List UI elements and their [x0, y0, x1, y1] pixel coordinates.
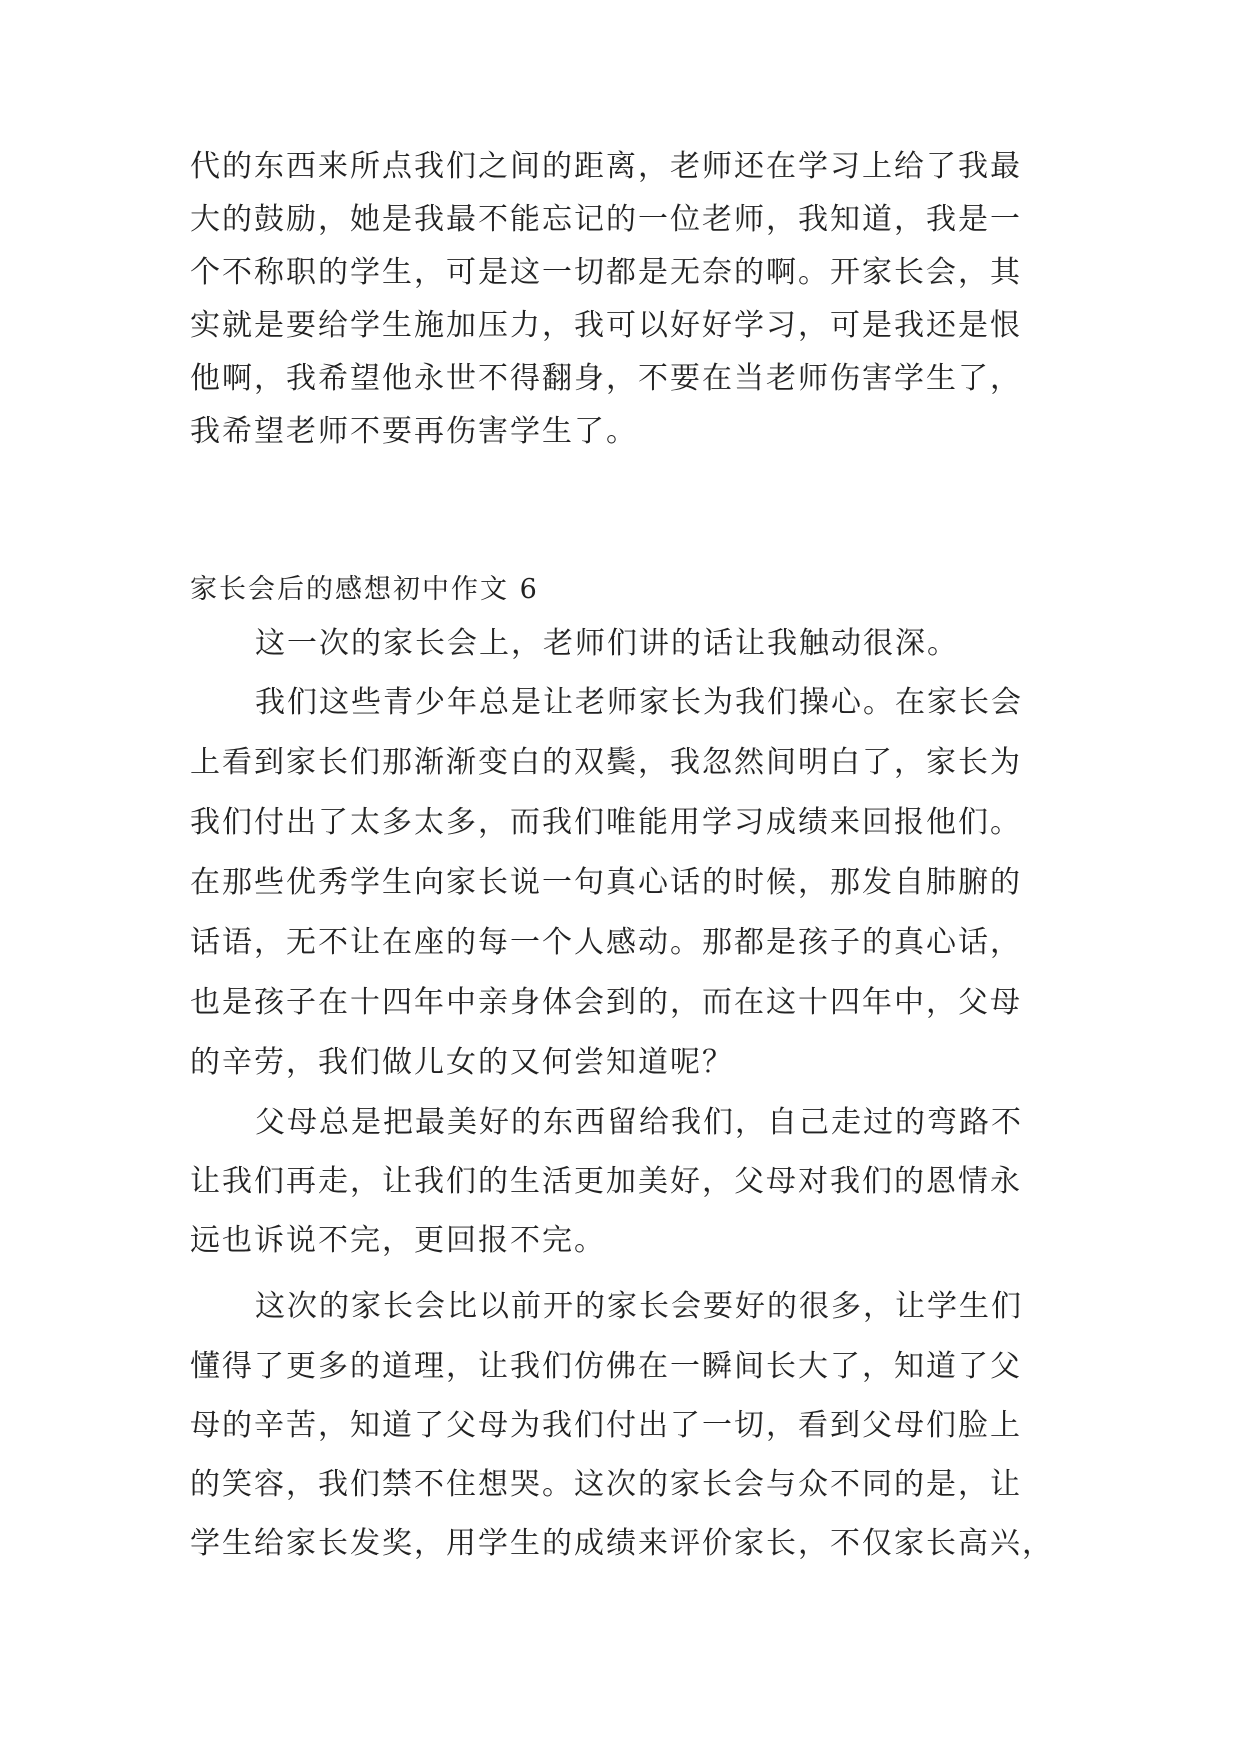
- text-line: 的笑容，我们禁不住想哭。这次的家长会与众不同的是，让: [190, 1467, 1022, 1502]
- text-line: 大的鼓励，她是我最不能忘记的一位老师，我知道，我是一: [190, 202, 1022, 237]
- text-line: 母的辛苦，知道了父母为我们付出了一切，看到父母们脸上: [190, 1408, 1022, 1443]
- text-line: 远也诉说不完，更回报不完。: [190, 1223, 606, 1258]
- text-line: 也是孩子在十四年中亲身体会到的，而在这十四年中，父母: [190, 985, 1022, 1020]
- text-line: 我希望老师不要再伤害学生了。: [190, 414, 638, 449]
- section-title: 家长会后的感想初中作文 6: [190, 574, 539, 605]
- text-line: 代的东西来所点我们之间的距离，老师还在学习上给了我最: [190, 149, 1022, 184]
- text-line: 实就是要给学生施加压力，我可以好好学习，可是我还是恨: [190, 308, 1022, 343]
- paragraph-first-line: 这一次的家长会上，老师们讲的话让我触动很深。: [255, 626, 959, 661]
- text-line: 话语，无不让在座的每一个人感动。那都是孩子的真心话，: [190, 925, 1022, 960]
- paragraph-first-line: 这次的家长会比以前开的家长会要好的很多，让学生们: [255, 1289, 1023, 1324]
- text-line: 个不称职的学生，可是这一切都是无奈的啊。开家长会，其: [190, 255, 1022, 290]
- text-line: 懂得了更多的道理，让我们仿佛在一瞬间长大了，知道了父: [190, 1349, 1022, 1384]
- text-line: 让我们再走，让我们的生活更加美好，父母对我们的恩情永: [190, 1164, 1022, 1199]
- text-line: 学生给家长发奖，用学生的成绩来评价家长，不仅家长高兴，: [190, 1526, 1054, 1561]
- text-line: 我们付出了太多太多，而我们唯能用学习成绩来回报他们。: [190, 805, 1022, 840]
- text-line: 在那些优秀学生向家长说一句真心话的时候，那发自肺腑的: [190, 865, 1022, 900]
- text-line: 他啊，我希望他永世不得翻身，不要在当老师伤害学生了，: [190, 361, 1022, 396]
- text-line: 的辛劳，我们做儿女的又何尝知道呢？: [190, 1045, 734, 1080]
- text-line: 上看到家长们那渐渐变白的双鬓，我忽然间明白了，家长为: [190, 745, 1022, 780]
- paragraph-first-line: 我们这些青少年总是让老师家长为我们操心。在家长会: [255, 685, 1023, 720]
- paragraph-first-line: 父母总是把最美好的东西留给我们，自己走过的弯路不: [255, 1105, 1023, 1140]
